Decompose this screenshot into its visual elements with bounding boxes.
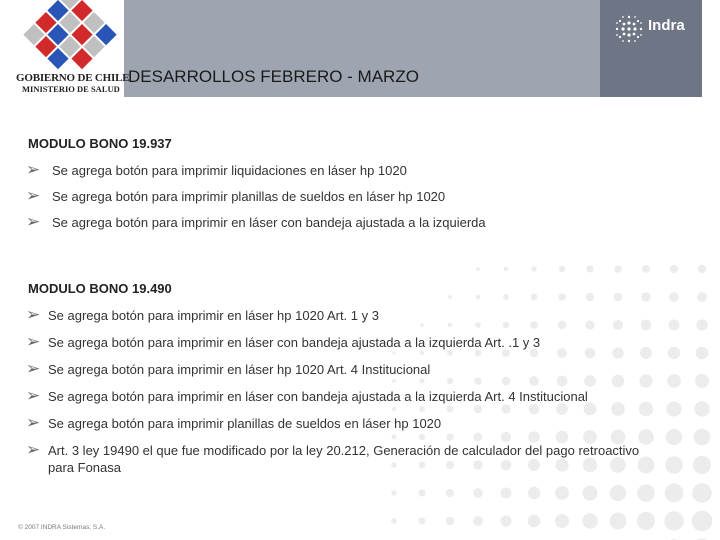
bullet-arrow-icon: ➢	[26, 186, 41, 205]
org-name: GOBIERNO DE CHILE	[16, 72, 130, 84]
bullet-arrow-icon: ➢	[26, 212, 41, 231]
section-title: MODULO BONO 19.937	[28, 136, 172, 151]
bullet-arrow-icon: ➢	[26, 305, 41, 324]
list-item: Se agrega botón para imprimir en láser con bandeja ajustada a la izquierda Art. .1 y 3	[48, 335, 541, 350]
company-name: Indra	[648, 17, 685, 34]
bullet-arrow-icon: ➢	[26, 386, 41, 405]
list-item: Se agrega botón para imprimir en láser hp 1020 Art. 1 y 3	[48, 308, 379, 323]
bullet-arrow-icon: ➢	[26, 440, 41, 459]
list-item: Art. 3 ley 19490 el que fue modificado por la ley 20.212, Generación de calculador del pago retroactivo	[48, 443, 640, 458]
bullet-arrow-icon: ➢	[26, 359, 41, 378]
list-item: Se agrega botón para imprimir en láser con bandeja ajustada a la izquierda	[52, 215, 486, 230]
list-item: Se agrega botón para imprimir en láser hp 1020 Art. 4 Institucional	[48, 362, 431, 377]
ministry-name: MINISTERIO DE SALUD	[22, 84, 120, 94]
bullet-arrow-icon: ➢	[26, 332, 41, 351]
list-item: Se agrega botón para imprimir planillas de sueldos en láser hp 1020	[52, 189, 446, 204]
copyright-footer: © 2007 INDRA Sistemas, S.A.	[18, 524, 106, 531]
chile-government-logo-icon	[18, 0, 124, 72]
bullet-arrow-icon: ➢	[26, 413, 41, 432]
list-item: Se agrega botón para imprimir liquidaciones en láser hp 1020	[52, 163, 407, 178]
list-item: Se agrega botón para imprimir planillas de sueldos en láser hp 1020	[48, 416, 442, 431]
list-item-continuation: para Fonasa	[48, 460, 121, 475]
list-item: Se agrega botón para imprimir en láser con bandeja ajustada a la izquierda Art. 4 Institucional	[48, 389, 588, 404]
bullet-arrow-icon: ➢	[26, 160, 41, 179]
page-title: DESARROLLOS FEBRERO - MARZO	[128, 67, 419, 86]
section-title: MODULO BONO 19.490	[28, 281, 172, 296]
